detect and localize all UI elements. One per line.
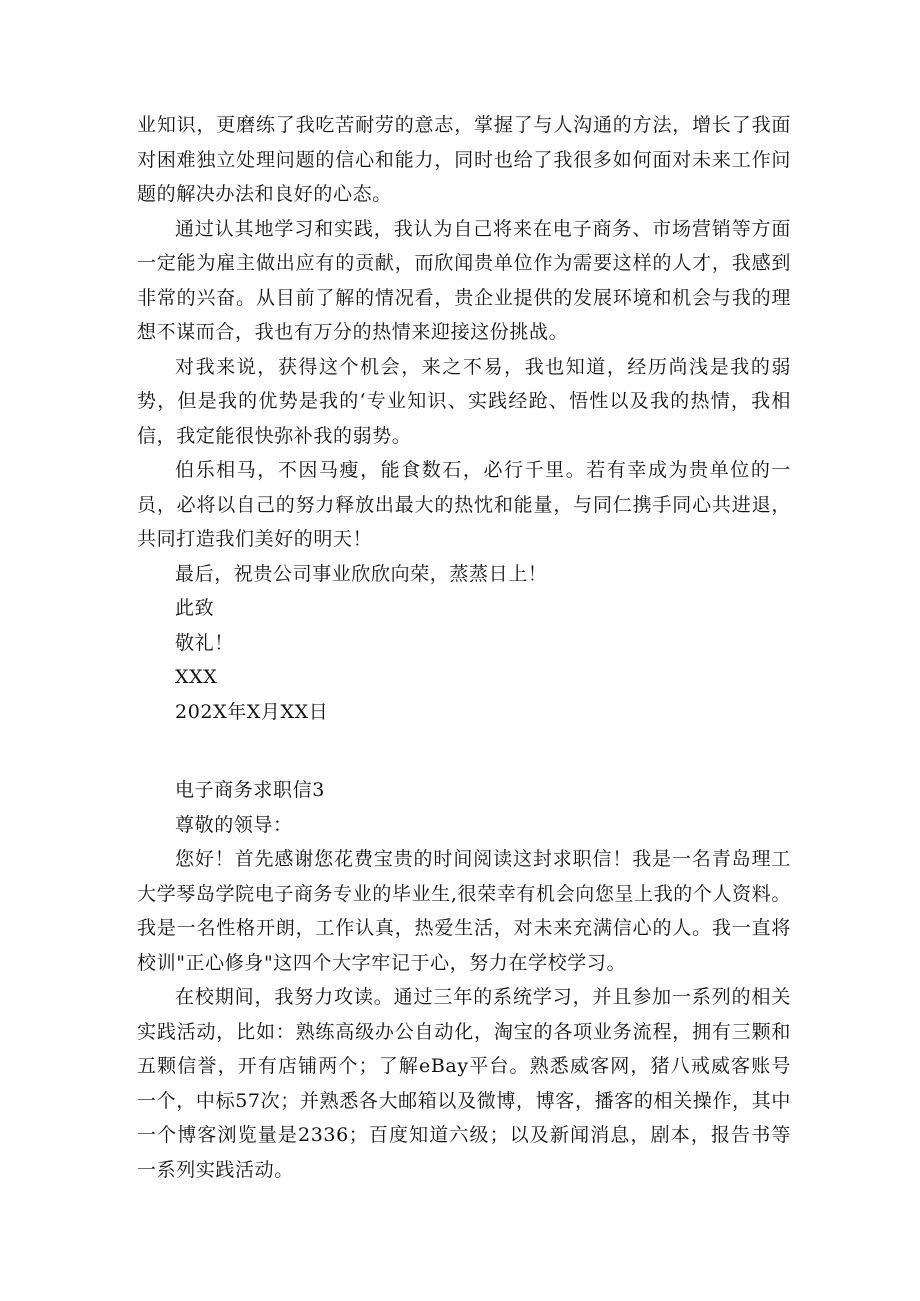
letter3-greeting: 尊敬的领导：	[175, 813, 293, 836]
letter2-paragraph-continued: 业知识，更磨练了我吃苦耐劳的意志，掌握了与人沟通的方法，增长了我面对困难独立处理问题的信心和能力，同时也给了我很多如何面对未来工作问题的解决办法和良好的心态。	[137, 114, 791, 205]
letter2-signature: XXX	[175, 666, 218, 688]
letter2-paragraph: 对我来说，获得这个机会，来之不易，我也知道，经历尚浅是我的弱势，但是我的优势是我的‘专业知识、实践经跄、悟性以及我的热情，我相信，我定能很快弥补我的弱势。	[137, 355, 791, 447]
section-gap	[137, 729, 791, 773]
letter3-paragraph: 在校期间，我努力攻读。通过三年的系统学习，并且参加一系列的相关实践活动，比如：熟练高级办公自动化，淘宝的各项业务流程，拥有三颗和五颗信誉，开有店铺两个；了解eBay平台。熟悉威客网，猪八戒威客账号一个，中标57次；并熟悉各大邮箱以及微博，博客，播客的相关操作，其中一个博客浏览量是2336；百度知道六级；以及新闻消息，剧本，报告书等一系列实践活动。	[137, 986, 791, 1181]
letter2-closing-wish: 最后，祝贵公司事业欣欣向荣，蒸蒸日上！	[175, 562, 548, 585]
letter2-salutation-1: 此致	[175, 597, 215, 619]
letter3-paragraph: 您好！首先感谢您花费宝贵的时间阅读这封求职信！我是一名青岛理工大学琴岛学院电子商务专业的毕业生,很荣幸有机会向您呈上我的个人资料。我是一名性格开朗，工作认真，热爱生活，对未来充满信心的人。我一直将校训"正心修身"这四个大字牢记于心，努力在学校学习。	[137, 848, 791, 974]
letter2-paragraph: 伯乐相马，不因马瘦，能食数石，必行千里。若有幸成为贵单位的一员，必将以自己的努力释放出最大的热忱和能量，与同仁携手同心共进退，共同打造我们美好的明天！	[137, 459, 791, 550]
letter2-salutation-2: 敬礼！	[175, 631, 234, 654]
letter2-paragraph: 通过认其地学习和实践，我认为自己将来在电子商务、市场营销等方面一定能为雇主做出应有的贡献，而欣闻贵单位作为需要这样的人才，我感到非常的兴奋。从目前了解的情况看，贵企业提供的发展环境和机会与我的理想不谋而合，我也有万分的热情来迎接这份挑战。	[137, 217, 791, 343]
letter2-date: 202X年X月XX日	[175, 700, 329, 723]
letter3-title: 电子商务求职信3	[175, 779, 325, 801]
document-page	[137, 108, 791, 1187]
